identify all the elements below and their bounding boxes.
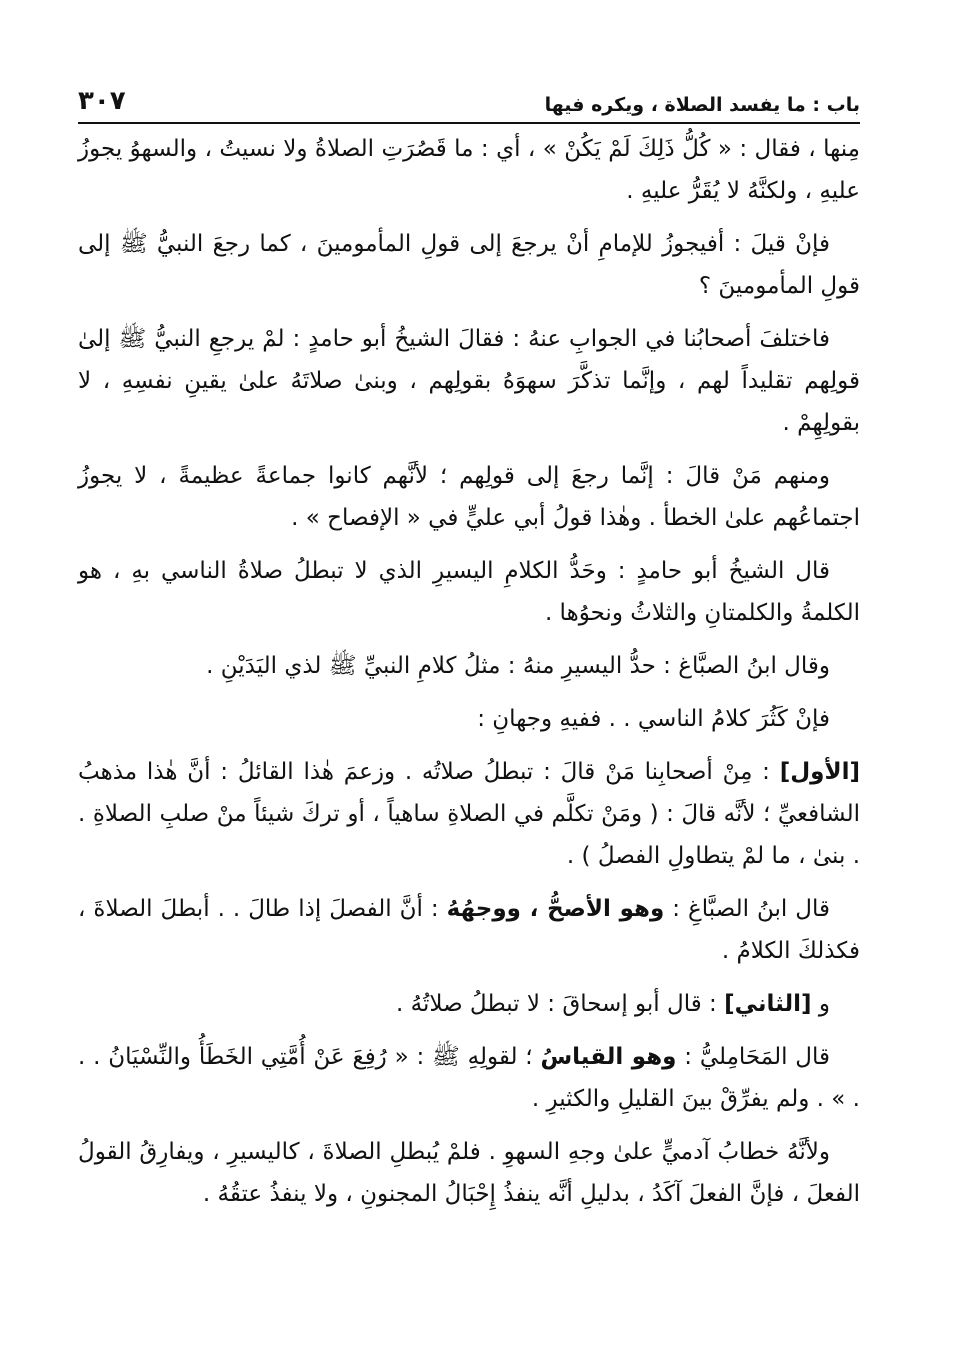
paragraph-12 (78, 1131, 860, 1215)
body-text (78, 128, 860, 1226)
paragraph-3 (78, 318, 860, 444)
paragraph-1 (78, 128, 860, 212)
paragraph-text: فإنْ كَثُرَ كلامُ الناسي . . ففيهِ وجهانِ : (477, 706, 830, 732)
paragraph-8 (78, 751, 860, 877)
paragraph-7 (78, 698, 860, 740)
paragraph-text: : أنَّ الفصلَ إذا طالَ . . أبطلَ الصلاةَ ، فكذلكَ الكلامُ . (78, 896, 860, 964)
paragraph-text: قال الشيخُ أبو حامدٍ : وحَدُّ الكلامِ اليسيرِ الذي لا تبطلُ صلاةُ الناسي بهِ ، هو الكلمةُ والكلمتانِ والثلاثُ ونحوُها . (78, 558, 860, 626)
paragraph-11 (78, 1036, 860, 1120)
paragraph-text: وقال ابنُ الصبَّاغ : حدُّ اليسيرِ منهُ : مثلُ كلامِ النبيِّ ﷺ لذي اليَدَيْنِ . (206, 653, 830, 679)
page-number: ٣٠٧ (78, 86, 126, 116)
paragraph-text: ؛ لقولِهِ ﷺ : « رُفِعَ عَنْ أُمَّتِي الخَطَأُ والنِّسْيَانُ . . . » . ولم يفرِّقْ بينَ القليلِ والكثيرِ . (78, 1044, 860, 1112)
paragraph-bold: [الثاني] (724, 991, 812, 1017)
paragraph-pre: قال المَحَامِليُّ : (676, 1044, 830, 1070)
paragraph-text: فإنْ قيلَ : أفيجوزُ للإمامِ أنْ يرجعَ إلى قولِ المأمومينَ ، كما رجعَ النبيُّ ﷺ إلى قولِ المأمومينَ ؟ (78, 231, 860, 299)
paragraph-text: ولأنَّهُ خطابُ آدميٍّ علىٰ وجهِ السهوِ . فلمْ يُبطلِ الصلاةَ ، كاليسيرِ ، ويفارِقُ القولُ الفعلَ ، فإنَّ الفعلَ آكَدُ ، بدليلِ أنَّه ينفذُ إِحْبَالُ المجنونِ ، ولا ينفذُ عتقُهُ . (78, 1139, 860, 1207)
chapter-title: باب : ما يفسد الصلاة ، ويكره فيها (544, 94, 860, 116)
paragraph-9 (78, 888, 860, 972)
paragraph-text: : قال أبو إسحاقَ : لا تبطلُ صلاتُهُ . (396, 991, 725, 1017)
paragraph-bold: وهو الأصحُّ ، ووجهُهُ (446, 896, 665, 922)
paragraph-lead-bold: [الأول] (779, 759, 860, 785)
paragraph-text: مِنها ، فقال : « كُلُّ ذَلِكَ لَمْ يَكُنْ » ، أي : ما قَصُرَتِ الصلاةُ ولا نسيتُ ، والسهوُ يجوزُ عليهِ ، ولكنَّهُ لا يُقَرُّ عليهِ . (78, 136, 860, 204)
paragraph-5 (78, 550, 860, 634)
paragraph-pre: و (811, 991, 830, 1017)
paragraph-10 (78, 983, 860, 1025)
paragraph-text: : مِنْ أصحابِنا مَنْ قالَ : تبطلُ صلاتُه . وزعمَ هٰذا القائلُ : أنَّ هٰذا مذهبُ الشافعيِّ ؛ لأنَّه قالَ : ( ومَنْ تكلَّم في الصلاةِ ساهياً ، أو تركَ شيئاً منْ صلبِ الصلاةِ . . بنىٰ ، ما لمْ يتطاولِ الفصلُ ) . (78, 759, 860, 869)
paragraph-6 (78, 645, 860, 687)
paragraph-text: فاختلفَ أصحابُنا في الجوابِ عنهُ : فقالَ الشيخُ أبو حامدٍ : لمْ يرجعِ النبيُّ ﷺ إلىٰ قولِهم تقليداً لهم ، وإنَّما تذكَّرَ سهوَهُ بقولِهم ، وبنىٰ صلاتَهُ علىٰ يقينِ نفسِهِ ، لا بقولِهِمْ . (78, 326, 860, 436)
paragraph-2 (78, 223, 860, 307)
paragraph-text: ومنهم مَنْ قالَ : إنَّما رجعَ إلى قولِهم ؛ لأنَّهم كانوا جماعةً عظيمةً ، لا يجوزُ اجتماعُهم علىٰ الخطأ . وهٰذا قولُ أبي عليٍّ في « الإفصاح » . (78, 463, 860, 531)
paragraph-bold: وهو القياسُ (540, 1044, 677, 1070)
paragraph-pre: قال ابنُ الصبَّاغِ : (664, 896, 830, 922)
running-header (78, 84, 860, 124)
paragraph-4 (78, 455, 860, 539)
